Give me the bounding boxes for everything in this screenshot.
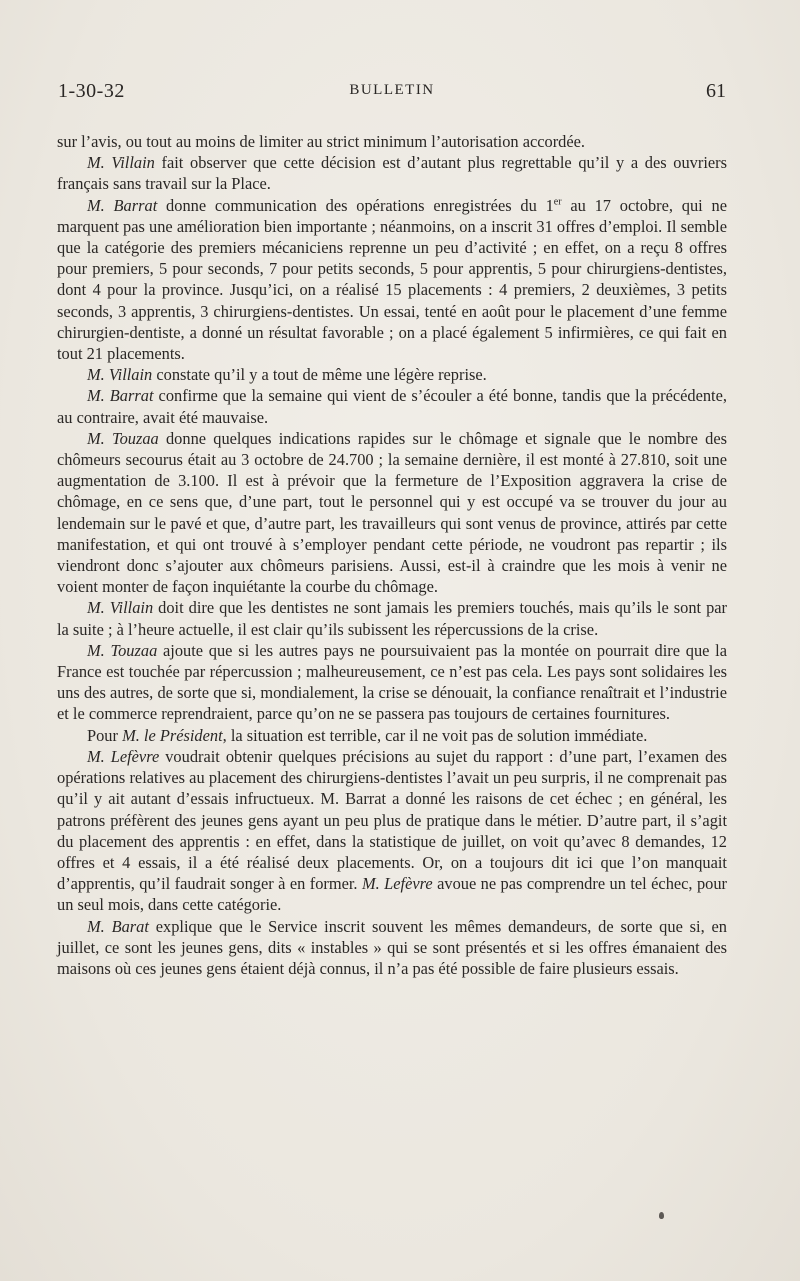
text-run: donne communication des opérations enregistrées du 1 bbox=[157, 195, 554, 215]
body-text bbox=[57, 131, 727, 979]
speaker-name: M. Barat bbox=[87, 916, 149, 936]
speaker-name: M. Touzaa bbox=[87, 640, 158, 660]
text-run: au 17 octobre, qui ne marquent pas une amélioration bien importante ; néanmoins, on a inscrit 31 offres d’emploi. Il semble que la catégorie des premiers mécaniciens reprenne un peu d’activité ; en effet, on a reçu 8 offres pour premiers, 5 pour seconds, 7 pour petits seconds, 5 pour apprentis, 5 pour chirurgiens-dentistes, dont 4 pour la province. Jusqu’ici, on a réalisé 15 placements : 4 premiers, 2 deuxièmes, 3 petits seconds, 3 apprentis, 3 chirurgiens-dentistes. Un essai, tenté en août pour le placement d’une femme chirurgien-dentiste, a donné un résultat favorable ; on a placé également 5 infirmières, ce qui fait en tout 21 placements. bbox=[57, 195, 727, 364]
speaker-name: M. Villain bbox=[87, 153, 155, 173]
text-run: explique que le Service inscrit souvent les mêmes demandeurs, de sorte que si, en juillet, ce sont les jeunes gens, dits « instables » qui se sont présentés et si les offres émanaient des maisons où ces jeunes gens étaient déjà connus, il n’a pas été possible de faire plusieurs essais. bbox=[57, 916, 728, 978]
text-run: confirme que la semaine qui vient de s’écouler a été bonne, tandis que la précédente, au contraire, avait été mauvaise. bbox=[57, 386, 727, 427]
paragraph bbox=[57, 364, 727, 385]
page-header bbox=[58, 80, 726, 110]
speaker-name: M. Lefèvre bbox=[361, 874, 433, 894]
superscript: er bbox=[553, 196, 562, 208]
text-run: voudrait obtenir quelques précisions au sujet du rapport : d’une part, l’examen des opérations relatives au placement des chirurgiens-dentistes l’avait un peu surpris, il ne comprenait pas qu’il y ait autant d’essais infructueux. M. Barrat a donné les raisons de cet échec ; en général, les patrons préfèrent des jeunes gens ayant un peu plus de pratique dans le métier. D’autre part, il s’agit du placement des apprentis : en effet, dans la statistique de juillet, on voit qu’avec 8 demandes, 12 offres et 4 essais, il a été réalisé deux placements. Or, on a toujours dit ici que l’on manquait d’apprentis, qu’il faudrait songer à en former. bbox=[57, 746, 728, 894]
text-run: avoue ne pas comprendre un tel échec, pour un seul mois, dans cette catégorie. bbox=[57, 874, 727, 915]
header-title: BULLETIN bbox=[349, 82, 435, 98]
speaker-name: M. Touzaa bbox=[87, 428, 159, 448]
header-date: 1-30-32 bbox=[58, 80, 125, 102]
ink-mark bbox=[659, 1212, 664, 1219]
paragraph bbox=[57, 131, 727, 152]
paragraph bbox=[57, 597, 727, 639]
paragraph bbox=[57, 916, 727, 980]
speaker-name: M. Villain bbox=[87, 365, 153, 385]
text-run: ajoute que si les autres pays ne poursuivaient pas la montée on pourrait dire que la France est touchée par répercussion ; malheureusement, ce n’est pas cela. Les pays sont solidaires les uns des autres, de sorte que si, mondialement, la crise se dénouait, la confiance renaîtrait et l’industrie et le commerce reprendraient, parce qu’on ne se passera pas toujours de certaines fournitures. bbox=[57, 640, 727, 724]
speaker-name: M. Barrat bbox=[87, 386, 154, 406]
paragraph bbox=[57, 746, 727, 916]
paragraph bbox=[57, 385, 727, 427]
paragraph bbox=[57, 725, 727, 746]
speaker-name: M. Lefèvre bbox=[87, 746, 160, 766]
text-run: , la situation est terrible, car il ne voit pas de solution immédiate. bbox=[222, 725, 648, 745]
text-run: constate qu’il y a tout de même une légère reprise. bbox=[152, 365, 487, 385]
text-run: fait observer que cette décision est d’autant plus regrettable qu’il y a des ouvriers français sans travail sur la Place. bbox=[57, 153, 727, 194]
paragraph bbox=[57, 195, 727, 365]
text-run: donne quelques indications rapides sur le chômage et signale que le nombre des chômeurs secourus était au 3 octobre de 24.700 ; la semaine dernière, il est monté à 27.810, soit une augmentation de 3.100. Il est à prévoir que la fermeture de l’Exposition aggravera la crise de chômage, en ce sens que, d’une part, tout le personnel qui y est occupé va se trouver du jour au lendemain sur le pavé et que, d’autre part, les travailleurs qui sont venus de province, attirés par cette manifestation, et qui ont trouvé à s’employer pendant cette période, ne voudront pas repartir ; ils viendront donc s’ajouter aux chômeurs parisiens. Aussi, est-il à craindre que les mois à venir ne voient monter de façon inquiétante la courbe du chômage. bbox=[57, 428, 727, 597]
page-number: 61 bbox=[706, 80, 726, 102]
speaker-name: M. Barrat bbox=[87, 195, 158, 215]
paragraph bbox=[57, 428, 727, 598]
speaker-name: M. Villain bbox=[87, 598, 154, 618]
paragraph bbox=[57, 152, 727, 194]
speaker-name: M. le Président bbox=[122, 725, 223, 745]
text-run: sur l’avis, ou tout au moins de limiter au strict minimum l’autorisation accordée. bbox=[57, 132, 586, 151]
paragraph bbox=[57, 640, 727, 725]
text-run: Pour bbox=[87, 725, 123, 745]
text-run: doit dire que les dentistes ne sont jamais les premiers touchés, mais qu’ils le sont par la suite ; à l’heure actuelle, il est clair qu’ils subissent les répercussions de la crise. bbox=[57, 598, 727, 639]
